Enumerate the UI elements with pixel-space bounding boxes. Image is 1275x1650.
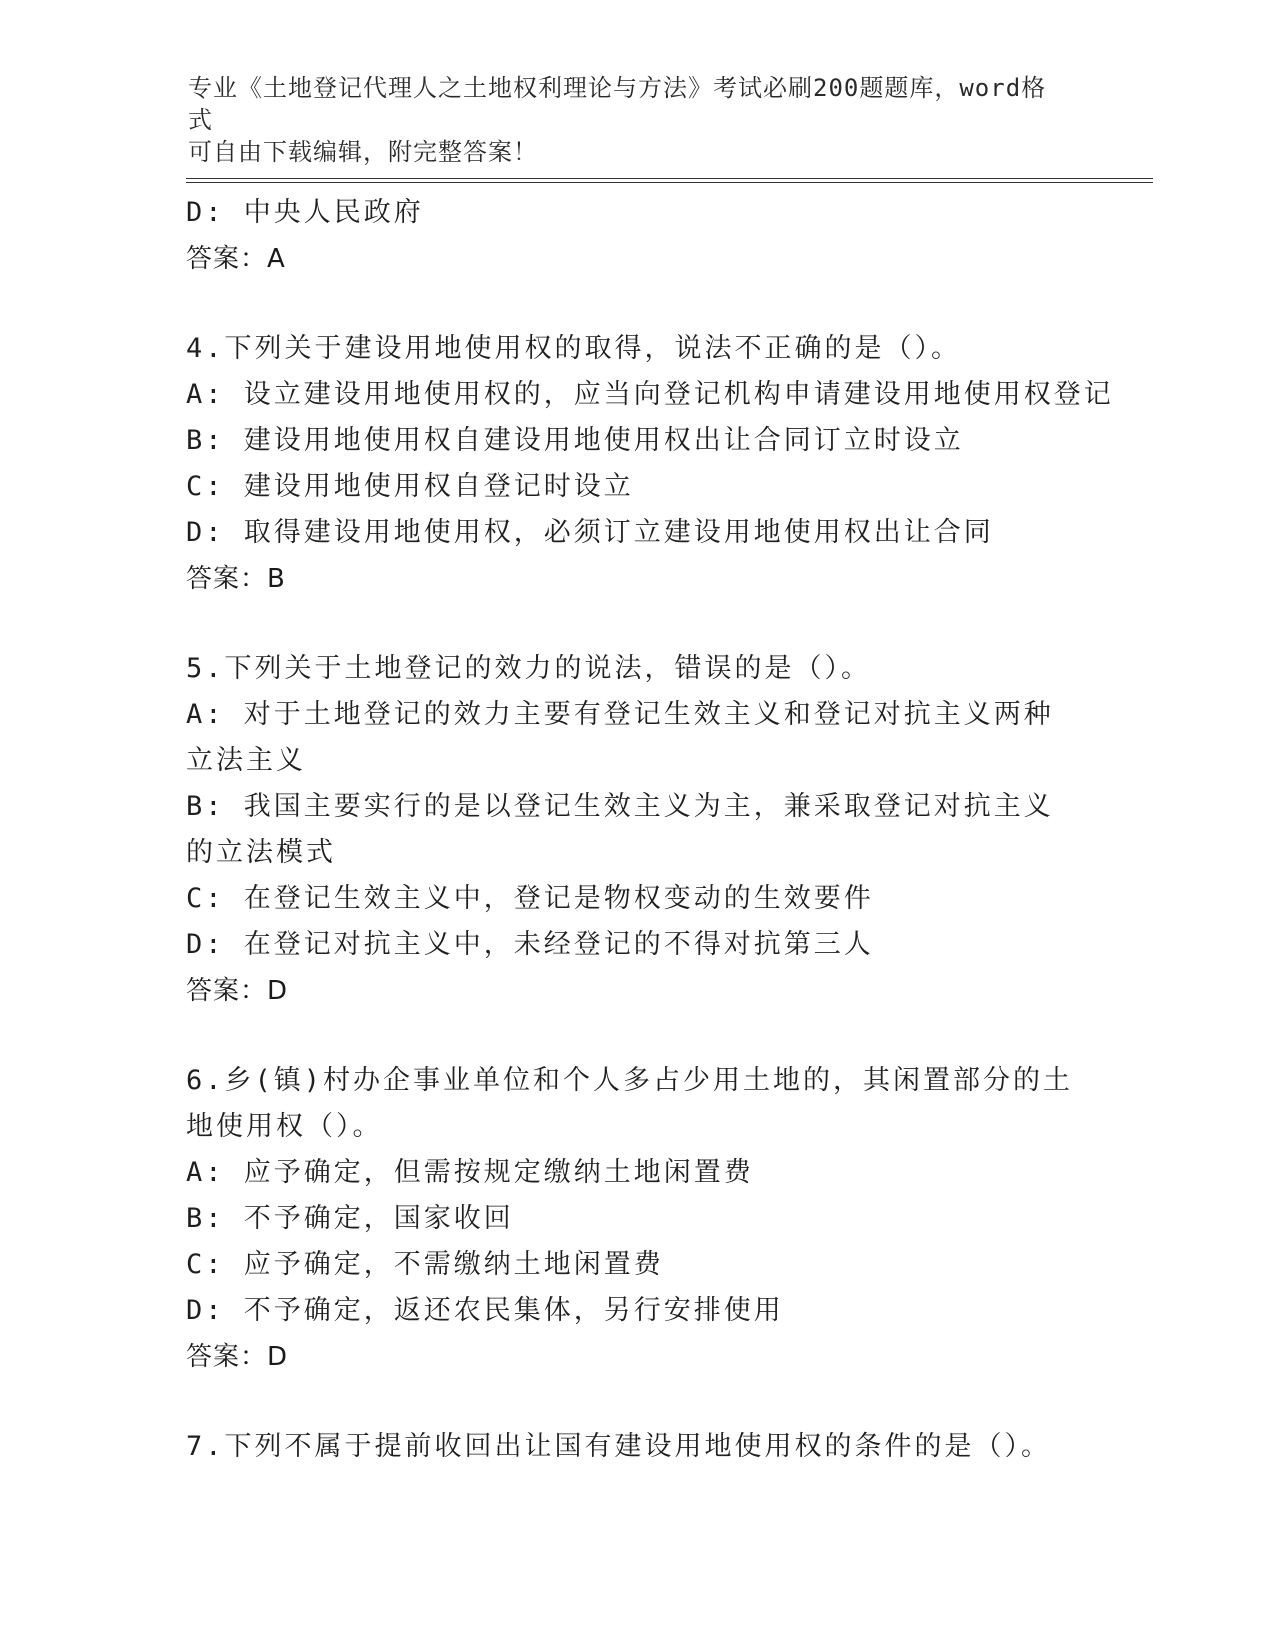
option-c: C: 在登记生效主义中，登记是物权变动的生效要件 — [186, 883, 874, 914]
option-c: C: 应予确定，不需缴纳土地闲置费 — [186, 1249, 664, 1280]
option-d: D: 取得建设用地使用权，必须订立建设用地使用权出让合同 — [186, 517, 994, 548]
question-text: 5.下列关于土地登记的效力的说法，错误的是（）。 — [186, 653, 872, 684]
option-c: C: 建设用地使用权自登记时设立 — [186, 471, 634, 502]
option-d: D: 不予确定，返还农民集体，另行安排使用 — [186, 1295, 784, 1326]
answer-line: 答案：D — [186, 1342, 289, 1372]
option-d: D: 在登记对抗主义中，未经登记的不得对抗第三人 — [186, 929, 874, 960]
answer-line: 答案：A — [186, 244, 286, 274]
question-4 — [186, 326, 1114, 602]
question-list — [186, 190, 1114, 1470]
question-6 — [186, 1058, 1076, 1380]
option-a: A: 设立建设用地使用权的，应当向登记机构申请建设用地使用权登记 — [186, 379, 1114, 410]
question-5 — [186, 646, 1076, 1014]
option-d: D: 中央人民政府 — [186, 197, 424, 228]
question-text: 6.乡(镇)村办企事业单位和个人多占少用土地的，其闲置部分的土地使用权（）。 — [186, 1065, 1074, 1142]
header-title-line-2: 可自由下载编辑，附完整答案！ — [188, 138, 538, 166]
option-b: B: 建设用地使用权自建设用地使用权出让合同订立时设立 — [186, 425, 964, 456]
option-b: B: 不予确定，国家收回 — [186, 1203, 514, 1234]
option-b: B: 我国主要实行的是以登记生效主义为主，兼采取登记对抗主义的立法模式 — [186, 791, 1054, 868]
question-7 — [186, 1424, 1076, 1470]
header-rule-bottom — [186, 182, 1153, 183]
question-text: 4.下列关于建设用地使用权的取得，说法不正确的是（）。 — [186, 333, 962, 364]
answer-line: 答案：B — [186, 564, 286, 594]
document-header — [188, 72, 1068, 168]
option-a: A: 应予确定，但需按规定缴纳土地闲置费 — [186, 1157, 754, 1188]
header-rule-top — [186, 178, 1153, 179]
answer-line: 答案：D — [186, 976, 289, 1006]
question-text: 7.下列不属于提前收回出让国有建设用地使用权的条件的是（）。 — [186, 1431, 1052, 1462]
option-a: A: 对于土地登记的效力主要有登记生效主义和登记对抗主义两种立法主义 — [186, 699, 1054, 776]
header-title-line-1: 专业《土地登记代理人之土地权利理论与方法》考试必刷200题题库，word格式 — [188, 74, 1047, 134]
